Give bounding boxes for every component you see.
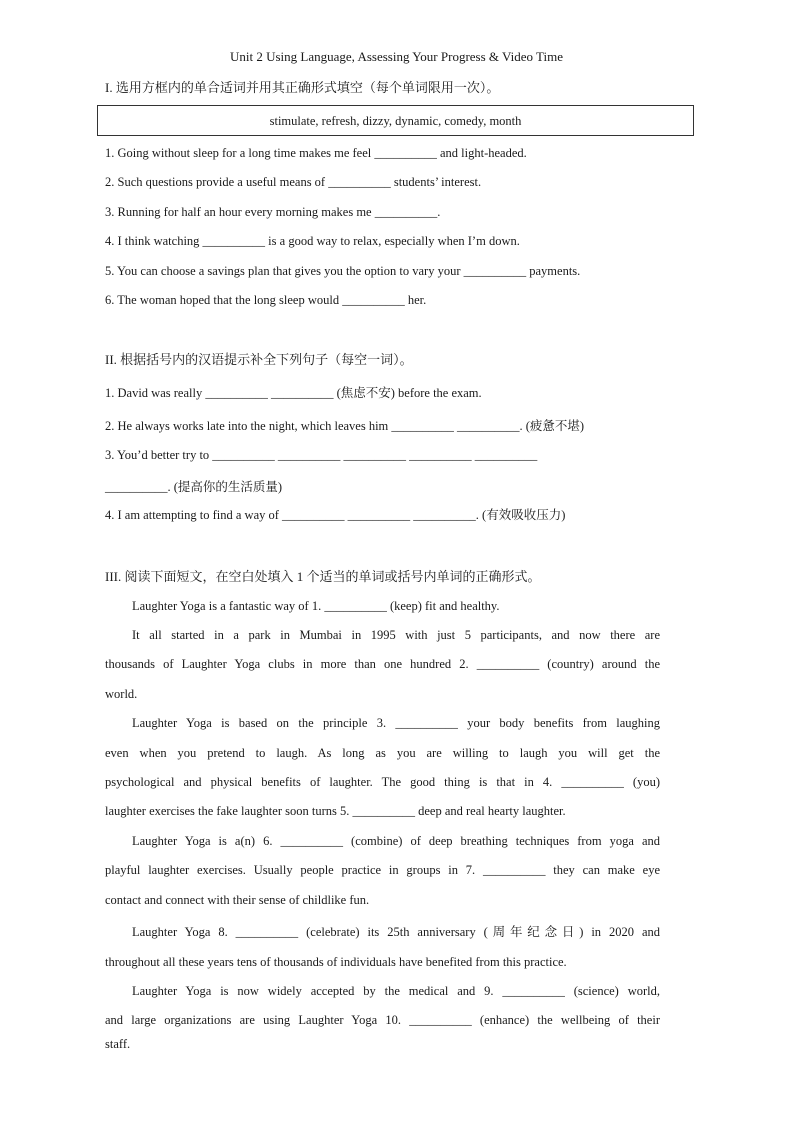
passage-line: psychological and physical benefits of laughter. The good thing is that in 4. __________ (you)	[105, 775, 660, 789]
passage-line: staff.	[105, 1037, 131, 1051]
section-3-heading: III. 阅读下面短文，在空白处填入 1 个适当的单词或括号内单词的正确形式。	[105, 569, 541, 584]
question-item: 2. He always works late into the night, which leaves him __________ __________. (疲惫不堪)	[105, 419, 585, 433]
question-item-continued: __________. (提高你的生活质量)	[105, 480, 283, 494]
passage-line: world.	[105, 687, 138, 701]
passage-line: throughout all these years tens of thousands of individuals have benefited from this practice.	[105, 955, 567, 969]
question-item: 1. David was really __________ __________ (焦虑不安) before the exam.	[105, 386, 482, 400]
section-1-heading: I. 选用方框内的单合适词并用其正确形式填空（每个单词限用一次）。	[105, 80, 500, 95]
question-item: 1. Going without sleep for a long time makes me feel __________ and light-headed.	[105, 146, 527, 160]
passage-line: contact and connect with their sense of childlike fun.	[105, 893, 370, 907]
word-box-text: stimulate, refresh, dizzy, dynamic, comedy, month	[269, 114, 522, 128]
question-item: 3. You’d better try to __________ __________ __________ __________ __________	[105, 448, 538, 462]
passage-line: Laughter Yoga is a fantastic way of 1. __________ (keep) fit and healthy.	[132, 599, 500, 613]
question-item: 4. I am attempting to find a way of __________ __________ __________. (有效吸收压力)	[105, 508, 566, 522]
question-item: 6. The woman hoped that the long sleep would __________ her.	[105, 293, 427, 307]
passage-line: It all started in a park in Mumbai in 1995 with just 5 participants, and now there are	[132, 628, 660, 642]
page-title: Unit 2 Using Language, Assessing Your Progress & Video Time	[229, 49, 564, 64]
passage-line: playful laughter exercises. Usually people practice in groups in 7. __________ they can make eye	[105, 863, 660, 877]
question-item: 5. You can choose a savings plan that gives you the option to vary your __________ payments.	[105, 264, 581, 278]
section-2-heading: II. 根据括号内的汉语提示补全下列句子（每空一词）。	[105, 352, 413, 367]
passage-line: Laughter Yoga is now widely accepted by the medical and 9. __________ (science) world,	[132, 984, 660, 998]
word-box	[97, 105, 694, 136]
passage-line: Laughter Yoga is based on the principle 3. __________ your body benefits from laughing	[132, 716, 660, 730]
passage-line: Laughter Yoga is a(n) 6. __________ (combine) of deep breathing techniques from yoga and	[132, 834, 660, 848]
passage-line: thousands of Laughter Yoga clubs in more than one hundred 2. __________ (country) around the	[105, 657, 660, 671]
question-item: 3. Running for half an hour every morning makes me __________.	[105, 205, 441, 219]
passage-line: Laughter Yoga 8. __________ (celebrate) its 25th anniversary (周年纪念日) in 2020 and	[132, 925, 660, 939]
passage-line: laughter exercises the fake laughter soon turns 5. __________ deep and real hearty laughter.	[105, 804, 566, 818]
passage-line: and large organizations are using Laughter Yoga 10. __________ (enhance) the wellbeing of their	[105, 1013, 660, 1027]
passage-line: even when you pretend to laugh. As long as you are willing to laugh you will get the	[105, 746, 660, 760]
question-item: 4. I think watching __________ is a good way to relax, especially when I’m down.	[105, 234, 520, 248]
question-item: 2. Such questions provide a useful means of __________ students’ interest.	[105, 175, 482, 189]
